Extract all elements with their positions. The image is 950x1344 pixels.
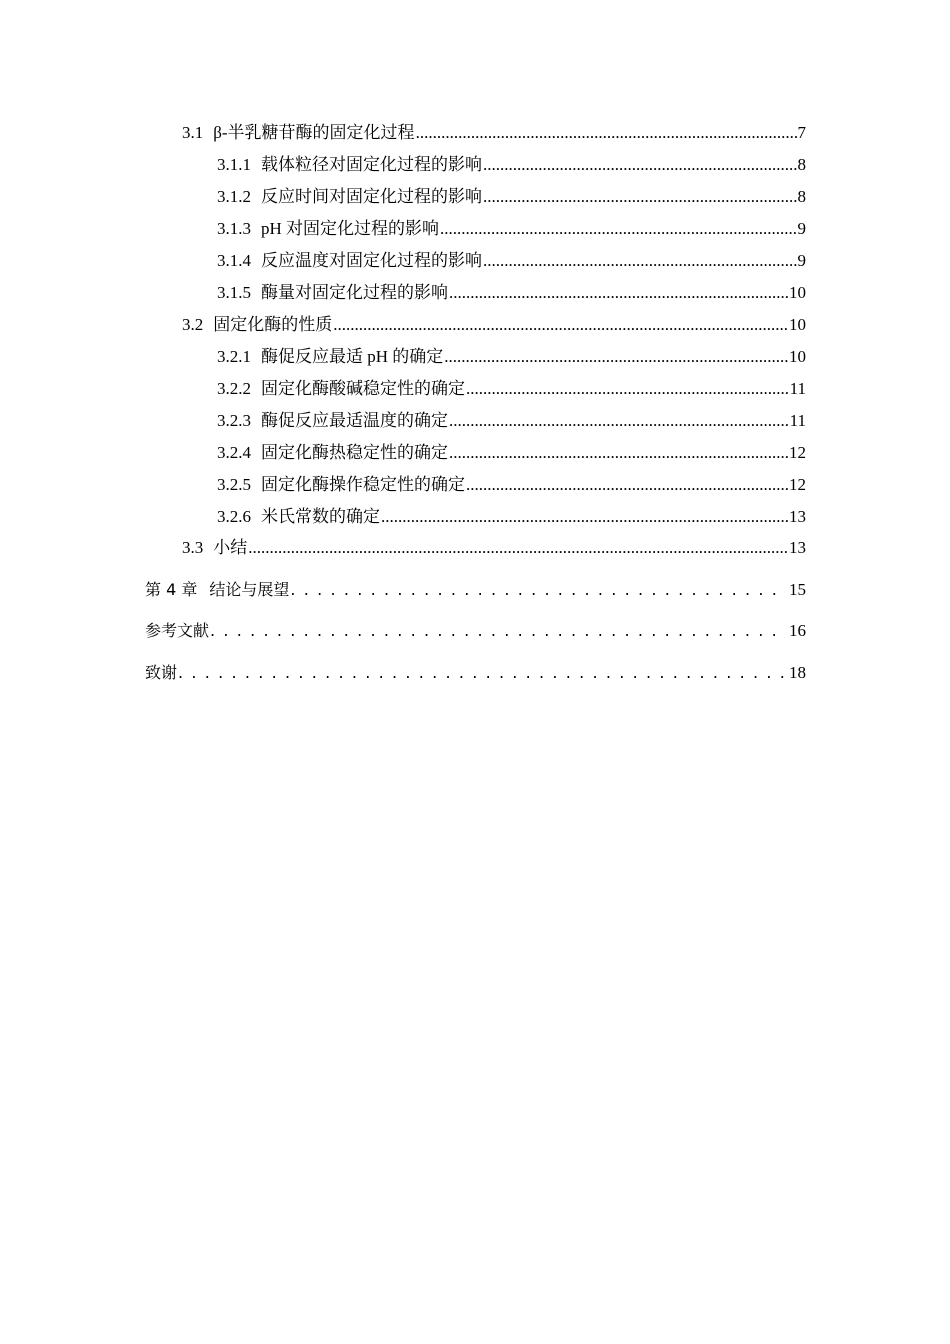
toc-entry-3-1[interactable] [182,122,806,144]
toc-entry-number: 3.2.6 [217,507,251,526]
toc-dot-leader [449,442,788,464]
toc-entry-page: 7 [797,123,806,142]
toc-entry-3-2-1[interactable] [217,346,806,368]
toc-entry-number: 3.1.1 [217,155,251,174]
toc-entry-title: 载体粒径对固定化过程的影响 [261,155,482,174]
toc-entry-title: 固定化酶的性质 [213,315,333,334]
toc-entry-3-1-2[interactable] [217,186,806,208]
toc-entry-number: 3.1.5 [217,283,251,302]
toc-entry-title: 酶量对固定化过程的影响 [261,283,448,302]
toc-entry-number: 第 4 章 [145,580,198,599]
toc-dot-leader [381,506,788,528]
toc-entry-page: 13 [789,507,806,526]
toc-dot-leader [210,620,784,642]
toc-dot-leader [483,186,797,208]
toc-dot-leader [466,474,788,496]
toc-entry-page: 8 [797,155,806,174]
toc-entry-page: 15 [789,580,806,599]
toc-entry-title: 固定化酶操作稳定性的确定 [261,475,465,494]
toc-entry-page: 10 [789,315,806,334]
toc-entry-3-1-1[interactable] [217,154,806,176]
toc-entry-page: 12 [789,443,806,462]
toc-dot-leader [449,282,788,304]
toc-entry-title: 酶促反应最适温度的确定 [261,411,448,430]
toc-entry-title: 致谢 [145,663,178,682]
toc-entry-title: pH 对固定化过程的影响 [261,219,440,238]
toc-entry-3-2-6[interactable] [217,506,806,528]
toc-entry-page: 9 [797,219,806,238]
toc-dot-leader [449,410,789,432]
toc-entry-title: 米氏常数的确定 [261,507,380,526]
toc-entry-number: 3.2.4 [217,443,251,462]
toc-dot-leader [483,154,797,176]
toc-entry-3-2[interactable] [182,314,806,336]
toc-dot-leader [416,122,797,144]
toc-entry-title: 小结 [213,538,248,557]
toc-dot-leader [178,662,784,684]
toc-entry-page: 11 [789,379,806,398]
toc-entry-3-1-4[interactable] [217,250,806,272]
toc-entry-3-2-5[interactable] [217,474,806,496]
toc-entry-number: 3.1.2 [217,187,251,206]
toc-dot-leader [248,537,788,559]
toc-dot-leader [444,346,788,368]
toc-entry-title: 反应时间对固定化过程的影响 [261,187,482,206]
toc-entry-page: 10 [789,283,806,302]
toc-entry-number: 3.1.4 [217,251,251,270]
toc-entry-page: 16 [789,621,806,640]
toc-entry-3-1-3[interactable] [217,218,806,240]
toc-entry-3-3[interactable] [182,537,806,559]
toc-dot-leader [466,378,789,400]
toc-entry-page: 11 [789,411,806,430]
toc-entry-number: 3.3 [182,538,204,557]
toc-entry-3-2-2[interactable] [217,378,806,400]
toc-entry-page: 9 [797,251,806,270]
toc-entry-references[interactable] [145,620,806,642]
toc-entry-acknowledgements[interactable] [145,662,806,684]
toc-dot-leader [290,579,784,601]
toc-entry-title: 反应温度对固定化过程的影响 [261,251,482,270]
toc-entry-title: β-半乳糖苷酶的固定化过程 [213,123,415,142]
toc-entry-chapter-4[interactable] [145,579,806,601]
toc-entry-3-1-5[interactable] [217,282,806,304]
toc-entry-number: 3.1.3 [217,219,251,238]
toc-entry-number: 3.2.1 [217,347,251,366]
toc-entry-title: 参考文献 [145,621,210,640]
toc-entry-title: 固定化酶热稳定性的确定 [261,443,448,462]
toc-dot-leader [483,250,797,272]
toc-entry-number: 3.2.5 [217,475,251,494]
toc-entry-number: 3.2 [182,315,204,334]
toc-dot-leader [333,314,788,336]
toc-entry-title: 固定化酶酸碱稳定性的确定 [261,379,465,398]
toc-entry-page: 10 [789,347,806,366]
toc-entry-3-2-3[interactable] [217,410,806,432]
toc-entry-3-2-4[interactable] [217,442,806,464]
toc-entry-page: 18 [789,663,806,682]
toc-entry-number: 3.2.3 [217,411,251,430]
toc-dot-leader [440,218,796,240]
toc-entry-page: 12 [789,475,806,494]
toc-entry-page: 13 [789,538,806,557]
toc-entry-title: 酶促反应最适 pH 的确定 [261,347,444,366]
toc-entry-number: 3.1 [182,123,204,142]
toc-entry-number: 3.2.2 [217,379,251,398]
toc-entry-page: 8 [797,187,806,206]
toc-entry-title: 结论与展望 [209,580,290,599]
